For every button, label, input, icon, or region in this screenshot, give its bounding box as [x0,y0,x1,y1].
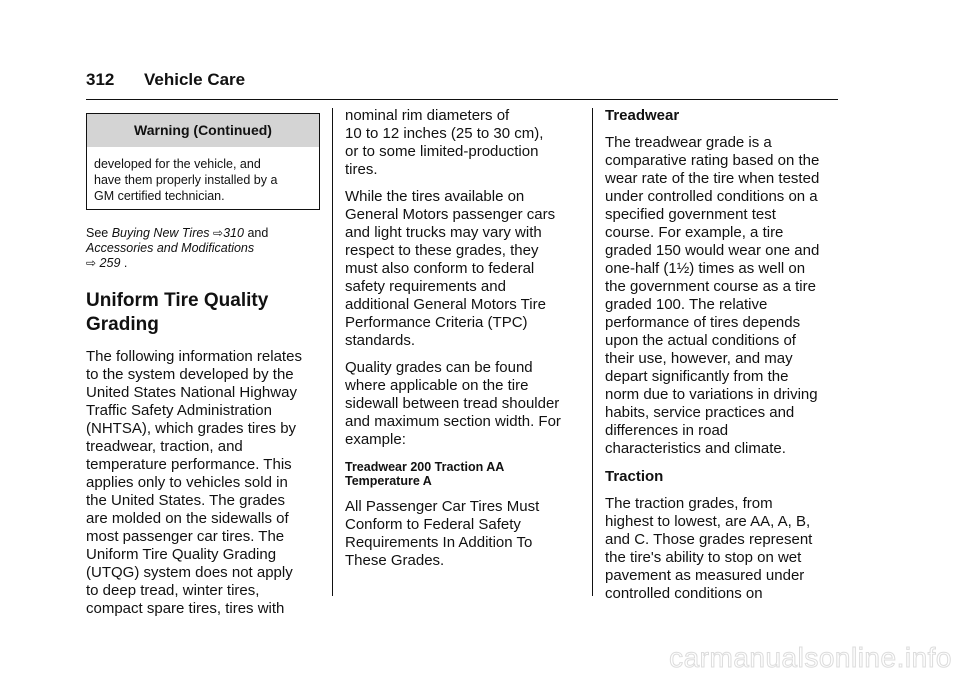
column-divider-1 [332,108,333,596]
text-line: nominal rim diameters of [345,107,510,124]
text-line: habits, service practices and [605,404,795,421]
text-line: applies only to vehicles sold in [86,474,288,491]
column-3 [605,107,839,603]
text-line: 10 to 12 inches (25 to 30 cm), [345,125,544,142]
text-line: must also conform to federal [345,260,535,277]
text-line: depart significantly from the [605,368,789,385]
paragraph-treadwear [605,134,839,458]
section-title [86,289,320,337]
text-line: Requirements In Addition To [345,534,533,551]
see-suffix: and [243,226,269,240]
header-rule [86,99,838,100]
text-line: safety requirements and [345,278,506,295]
text-line: (UTQG) system does not apply [86,564,293,581]
column-2 [345,107,579,570]
watermark: carmanualsonline.info [669,642,952,673]
text-line: pavement as measured under [605,567,805,584]
text-line: one-half (1½) times as well on [605,260,806,277]
text-line: or to some limited-production [345,143,539,160]
paragraph-quality-grades [345,359,579,449]
warning-box [86,113,320,210]
text-line: example: [345,431,406,448]
text-line: the United States. The grades [86,492,286,509]
paragraph-conform-notice [345,498,579,570]
text-line: additional General Motors Tire [345,296,546,313]
text-line: to deep tread, winter tires, [86,582,260,599]
see-reference [86,226,320,271]
text-line: tires. [345,161,378,178]
text-line: graded 100. The relative [605,296,768,313]
text-line: The following information relates [86,348,302,365]
text-line: specified government test [605,206,776,223]
text-line: Conform to Federal Safety [345,516,521,533]
text-line: graded 150 would wear one and [605,242,820,259]
see-ref-line [86,256,320,271]
text-line: are molded on the sidewalls of [86,510,289,527]
text-line: These Grades. [345,552,445,569]
traction-heading: Traction [605,468,664,485]
text-line: and C. Those grades represent [605,531,813,548]
text-line: respect to these grades, they [345,242,539,259]
text-line: The traction grades, from [605,495,773,512]
see-suffix: . [120,256,128,270]
text-line: treadwear, traction, and [86,438,243,455]
text-line: under controlled conditions on a [605,188,818,205]
utqg-intro-paragraph [86,348,320,618]
text-line: (NHTSA), which grades tires by [86,420,297,437]
text-line: and maximum section width. For [345,413,561,430]
text-line: the tire's ability to stop on wet [605,549,802,566]
text-line: most passenger car tires. The [86,528,285,545]
see-ref-line [86,241,320,256]
text-line: Quality grades can be found [345,359,533,376]
text-line: differences in road [605,422,729,439]
section-title-line: Grading [86,314,159,335]
text-line: comparative rating based on the [605,152,820,169]
warning-text [87,147,319,209]
text-line: the government course as a tire [605,278,816,295]
text-line: Uniform Tire Quality Grading [86,546,277,563]
text-line: performance of tires depends [605,314,801,331]
text-line: While the tires available on [345,188,525,205]
text-line: characteristics and climate. [605,440,786,457]
xref-link-accessories[interactable]: Accessories and Modifications [86,241,255,255]
see-ref-line [86,226,320,241]
text-line: Temperature A [345,474,432,488]
paragraph-tpc [345,188,579,350]
text-line: Treadwear 200 Traction AA [345,460,505,474]
text-line: where applicable on the tire [345,377,529,394]
treadwear-heading: Treadwear [605,107,680,124]
warning-line: developed for the vehicle, and [94,157,261,171]
text-line: compact spare tires, tires with [86,600,285,617]
text-line: standards. [345,332,416,349]
text-line: United States National Highway [86,384,297,401]
text-line: to the system developed by the [86,366,294,383]
text-line: General Motors passenger cars [345,206,556,223]
page-section-title: Vehicle Care [144,70,246,89]
paragraph-traction [605,495,839,603]
text-line: highest to lowest, are AA, A, B, [605,513,811,530]
warning-title: Warning (Continued) [87,114,319,147]
example-grade-label [345,460,579,488]
text-line: All Passenger Car Tires Must [345,498,540,515]
see-prefix: See [86,226,112,240]
text-line: Traffic Safety Administration [86,402,272,419]
xref-page-number[interactable]: 259 [99,256,121,270]
text-line: course. For example, a tire [605,224,784,241]
column-divider-2 [592,108,593,596]
section-title-line: Uniform Tire Quality [86,290,269,311]
page-arrow-icon: ⇨ [86,256,97,270]
warning-line: have them properly installed by a [94,173,278,187]
page-number: 312 [86,70,115,89]
text-line: controlled conditions on [605,585,763,602]
text-line: upon the actual conditions of [605,332,796,349]
text-line: Performance Criteria (TPC) [345,314,528,331]
text-line: The treadwear grade is a [605,134,772,151]
xref-link-buying-new-tires[interactable]: Buying New Tires [111,226,210,240]
xref-page-number[interactable]: 310 [223,226,244,240]
paragraph-rim-diameters [345,107,579,179]
page-arrow-icon: ⇨ [213,226,224,240]
text-line: wear rate of the tire when tested [605,170,820,187]
text-line: temperature performance. This [86,456,292,473]
text-line: sidewall between tread shoulder [345,395,560,412]
text-line: their use, however, and may [605,350,793,367]
column-1 [86,113,320,618]
warning-line: GM certified technician. [94,189,225,203]
text-line: and light trucks may vary with [345,224,542,241]
text-line: norm due to variations in driving [605,386,818,403]
